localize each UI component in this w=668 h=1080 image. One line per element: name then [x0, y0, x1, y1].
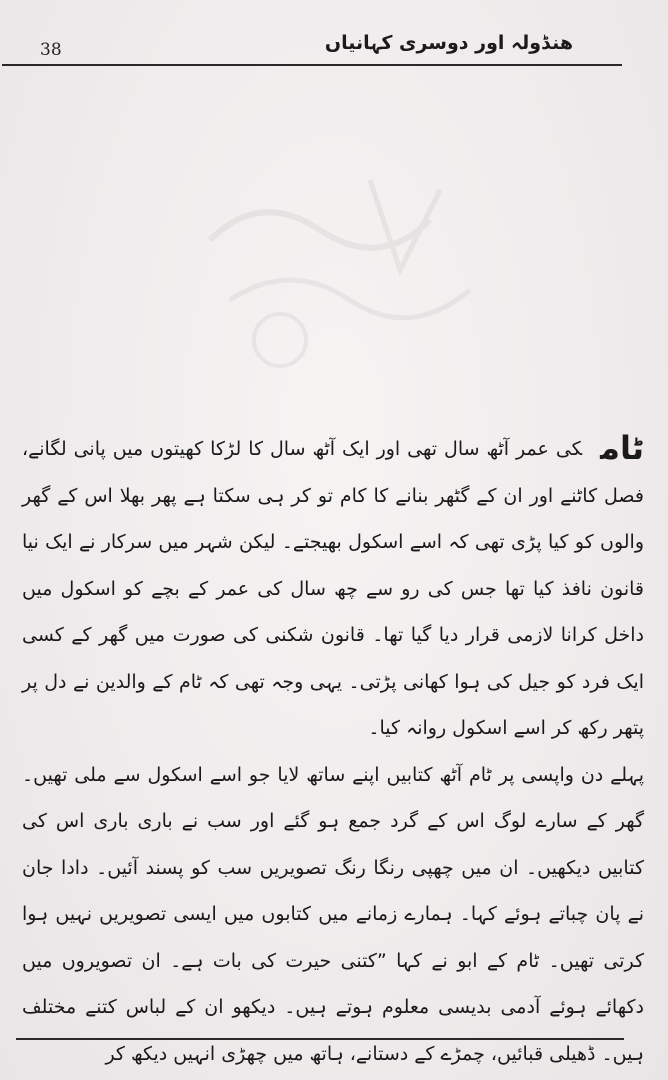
paragraph-2: پہلے دن واپسی پر ٹام آٹھ کتابیں اپنے ساتھ لایا جو اسے اسکول سے ملی تھیں۔ گھر کے سارے لوگ اس کے گرد جمع ہو گئے اور سب نے باری باری اس کی کتابیں دیکھیں۔ ان میں چھپی رنگا رنگ تصویریں سب کو پسند آئیں۔ دادا جان نے پان چباتے ہوئے کہا۔ ہمارے زمانے میں کتابوں میں ایسی تصویریں نہیں ہوا کرتی تھیں۔ ٹام کے ابو نے کہا ”کتنی حیرت کی بات ہے۔ ان تصویروں میں دکھائے ہوئے آدمی بدیسی معلوم ہوتے ہیں۔ دیکھو ان کے لباس کتنے مختلف ہیں۔ ڈھیلی قبائیں، چمڑے کے دستانے، ہاتھ میں چھڑی انہیں دیکھ کر — [22, 763, 644, 1065]
footer-rule — [16, 1038, 624, 1040]
story-text — [22, 425, 644, 1077]
running-title: ھنڈولہ اور دوسری کہانیاں — [324, 32, 573, 54]
header-rule — [2, 64, 622, 66]
drop-word: ٹام — [600, 429, 644, 467]
page-number: 38 — [40, 40, 62, 60]
page-header — [0, 0, 668, 70]
bleed-through-illustration — [170, 150, 500, 380]
paragraph-1 — [22, 425, 644, 752]
paragraph-1-text: کی عمر آٹھ سال تھی اور ایک آٹھ سال کا لڑکا کھیتوں میں پانی لگانے، فصل کاٹنے اور ان کے گٹھر بنانے کا کام تو کر ہی سکتا ہے پھر بھلا اس کے گھر والوں کو کیا پڑی تھی کہ اسے اسکول بھیجتے۔ لیکن شہر میں سرکار نے ایک نیا قانون نافذ کیا تھا جس کی رو سے چھ سال کی عمر کے بچے کو اسکول میں داخل کرانا لازمی قرار دیا گیا تھا۔ قانون شکنی کی صورت میں گھر کے کسی ایک فرد کو جیل کی ہوا کھانی پڑتی۔ یہی وجہ تھی کہ ٹام کے والدین نے دل پر پتھر رکھ کر اسے اسکول روانہ کیا۔ — [22, 438, 644, 739]
